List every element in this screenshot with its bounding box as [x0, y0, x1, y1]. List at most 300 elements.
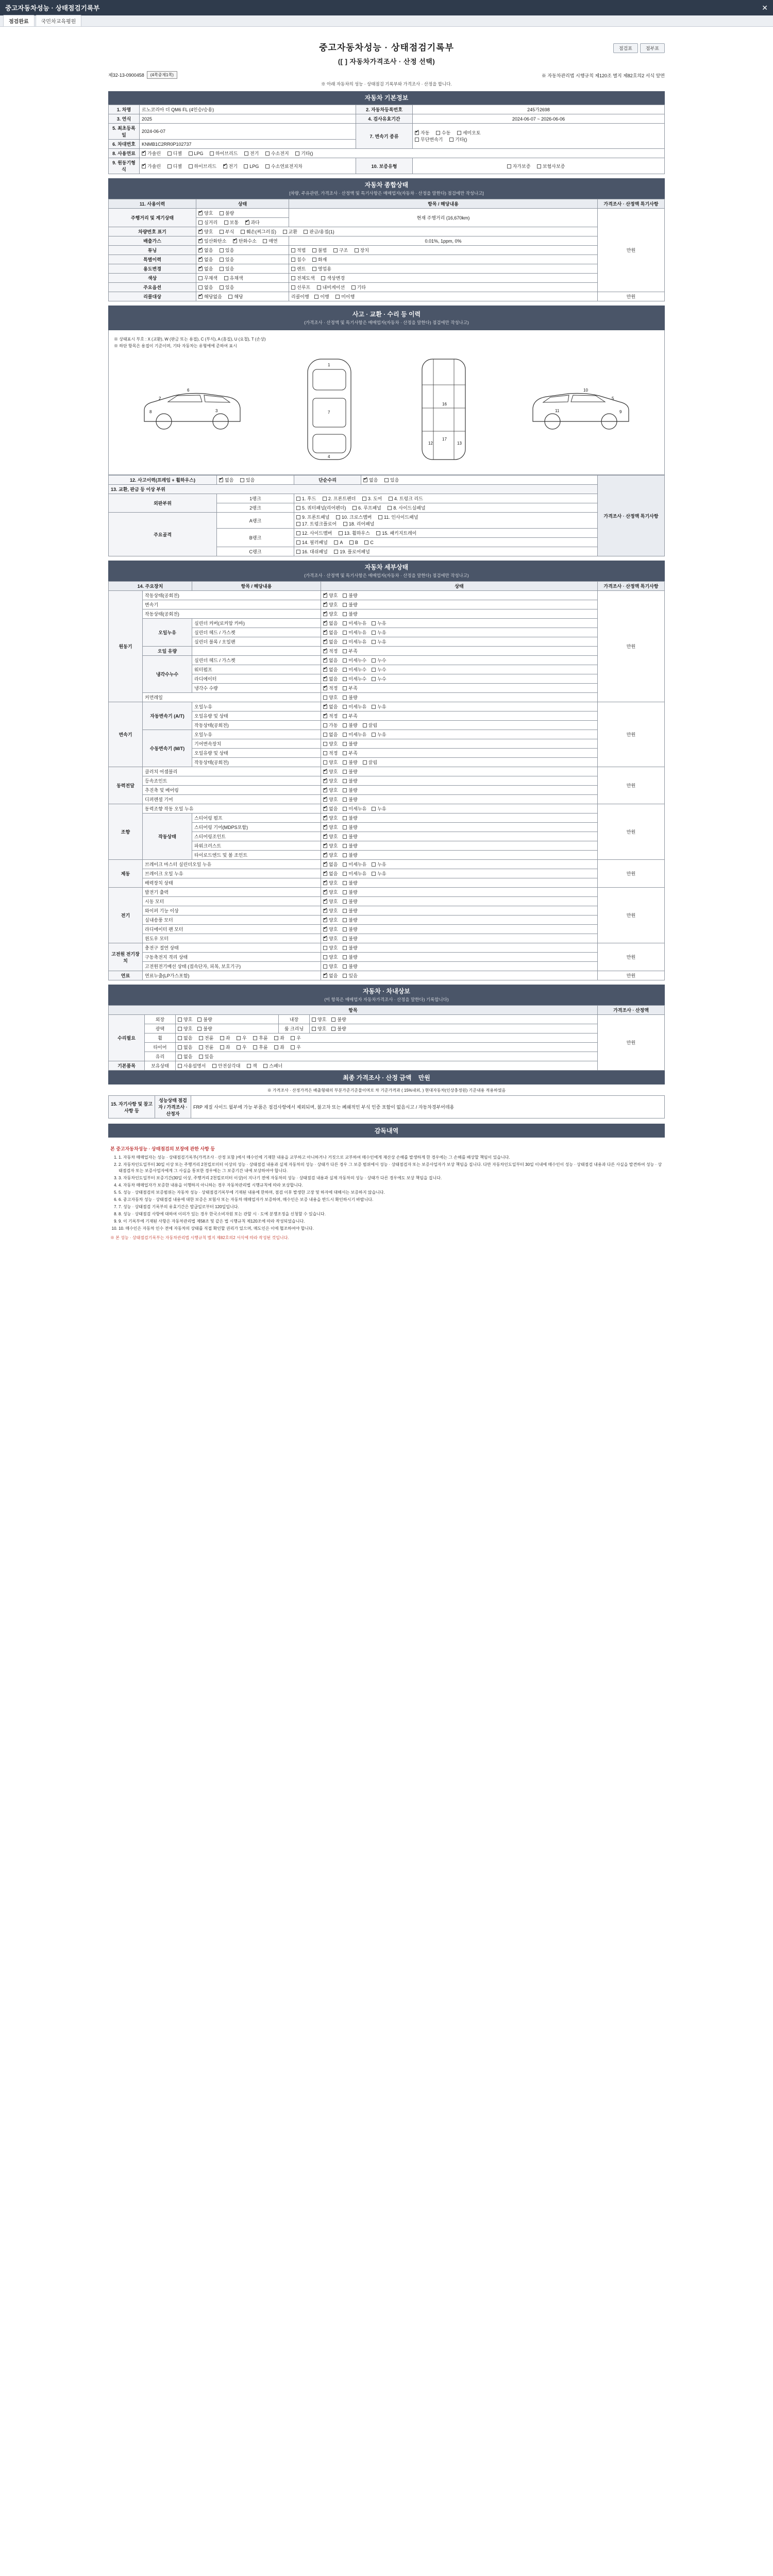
opt-part-front-fender[interactable]: 2. 프론트펜더	[323, 495, 356, 502]
opt-recall-done[interactable]: 이행	[314, 293, 329, 300]
opt-good[interactable]: ✔ 양호	[323, 842, 338, 849]
state-booster-state	[321, 878, 598, 888]
opt-wheel-rear[interactable]: 후륜	[253, 1035, 267, 1041]
opt-odo-bad[interactable]: 불량	[220, 210, 234, 216]
opt-trans-cvt[interactable]: 무단변속기	[415, 136, 443, 143]
opt-insufficient[interactable]: 부족	[343, 685, 357, 691]
opt-use-rent[interactable]: 렌트	[291, 265, 306, 272]
opt-special-flood[interactable]: 침수	[291, 256, 306, 263]
section-basic-info-band: 자동차 기본정보	[108, 91, 665, 105]
cell-label-transmission: 7. 변속기 종류	[356, 124, 413, 149]
table-row	[109, 476, 665, 485]
opt-bad[interactable]: 불량	[343, 740, 357, 747]
table-row	[109, 962, 665, 971]
opt-warranty-ins[interactable]: 보험사보증	[537, 163, 565, 170]
opt-bad[interactable]: 불량	[343, 759, 357, 766]
opt-tuning-structure[interactable]: 구조	[333, 247, 348, 253]
opt-vin-damage[interactable]: 훼손(찌그러짐)	[241, 228, 276, 235]
opt-leak[interactable]: 누유	[372, 703, 386, 710]
opt-emis-hc[interactable]: ✔ 탄화수소	[233, 238, 257, 244]
opt-bad[interactable]: 불량	[343, 768, 357, 775]
opt-tire-rear-right[interactable]: 우	[291, 1044, 301, 1050]
table-row	[109, 971, 665, 980]
opt-part-cross-member[interactable]: 10. 크로스멤버	[336, 514, 372, 520]
opt-bad[interactable]: 불량	[343, 954, 357, 960]
opt-bad[interactable]: 불량	[343, 611, 357, 617]
state-window-motor	[321, 934, 598, 943]
opt-use-yes[interactable]: 있음	[220, 265, 234, 272]
opt-bad[interactable]: 불량	[343, 926, 357, 933]
opt-good[interactable]: 양호	[323, 740, 338, 747]
state-master-cylinder-leak	[321, 860, 598, 869]
opt-options-sunroof[interactable]: 선루프	[291, 284, 310, 291]
opt-wheel-none[interactable]: 없음	[178, 1035, 192, 1041]
cell-frame-rank-c	[294, 547, 598, 556]
price-note-high-voltage: 만원	[598, 943, 665, 971]
opt-tuning-yes[interactable]: 있음	[220, 247, 234, 253]
opt-bad[interactable]: 불량	[343, 907, 357, 914]
table-row	[109, 888, 665, 897]
opt-part-pillar-panel[interactable]: 14. 필러패널	[296, 539, 328, 546]
opt-color-full-paint[interactable]: 전체도색	[291, 275, 315, 281]
opt-good[interactable]: ✔ 양호	[323, 907, 338, 914]
subgroup-coolant-leak: 냉각수누수	[143, 656, 192, 693]
cell-frame-rank-b1	[294, 529, 598, 538]
opt-good[interactable]: 양호	[178, 1025, 192, 1032]
opt-adequate[interactable]: 적정	[323, 750, 338, 756]
opt-wheel-rear-left[interactable]: 좌	[274, 1035, 284, 1041]
opt-part-side-member[interactable]: 12. 사이드멤버	[296, 530, 332, 536]
row-label-remarks: 15. 자기사항 및 참고사항 등	[109, 1096, 155, 1118]
cell-label-regno: 2. 자동차등록번호	[356, 105, 413, 114]
tier-label-c: C랭크	[217, 547, 294, 556]
opt-bad[interactable]: 불량	[343, 935, 357, 942]
doc-note: ※ 아래 자동차의 성능 · 상태점검 기록부와 가격조사 · 산정을 합니다.	[321, 81, 452, 87]
table-row	[109, 749, 665, 758]
state-wheel	[176, 1033, 598, 1043]
table-row	[109, 721, 665, 730]
tier-label-1: 1랭크	[217, 494, 294, 503]
opt-micro-leak[interactable]: 미세누수	[343, 657, 366, 664]
opt-micro-leak[interactable]: 미세누유	[343, 861, 366, 868]
opt-vin-weld[interactable]: 판금/용접(1)	[304, 228, 334, 235]
opt-leak[interactable]: 누유	[372, 620, 386, 626]
opt-accident-yes[interactable]: 있음	[240, 477, 255, 483]
opt-special-yes[interactable]: 있음	[220, 256, 234, 263]
opt-wheel-front-right[interactable]: 우	[237, 1035, 247, 1041]
opt-none[interactable]: ✔ 없음	[323, 972, 338, 979]
form-law: ※ 자동차관리법 시행규칙 제120조 별지 제82호의2 서식 앞면	[541, 73, 665, 78]
tab-education[interactable]: 국민차교육평원	[36, 15, 82, 26]
opt-yes[interactable]: 있음	[343, 972, 357, 979]
opt-wheel-front[interactable]: 전륜	[199, 1035, 213, 1041]
opt-good[interactable]: ✔ 양호	[323, 889, 338, 895]
subgroup-manual-trans: 수동변속기 (M/T)	[143, 730, 192, 767]
group-electric: 전기	[109, 888, 143, 943]
opt-use-biz[interactable]: 영업용	[312, 265, 331, 272]
opt-bad[interactable]: 불량	[197, 1025, 212, 1032]
opt-fuel-etc[interactable]: 기타()	[295, 150, 313, 157]
opt-tire-rear[interactable]: 후륜	[253, 1044, 267, 1050]
opt-part-pillar-b[interactable]: B	[349, 540, 358, 545]
item-mt-gear-shift: 기어변속장치	[192, 739, 321, 749]
opt-leak[interactable]: 누유	[372, 731, 386, 738]
opt-drag[interactable]: 끌림	[363, 722, 377, 728]
opt-odo-actual[interactable]: 실거리	[198, 219, 217, 226]
opt-part-trunk-floor[interactable]: 17. 트렁크플로어	[296, 520, 337, 527]
opt-bad[interactable]: 불량	[331, 1016, 346, 1023]
opt-part-door[interactable]: 3. 도어	[362, 495, 382, 502]
opt-good[interactable]: ✔ 양호	[323, 796, 338, 803]
opt-tuning-legal[interactable]: 적법	[291, 247, 306, 253]
opt-good[interactable]: ✔ 양호	[323, 601, 338, 608]
tab-inspection-complete[interactable]: 점검완료	[3, 15, 35, 26]
opt-good[interactable]: ✔ 양호	[323, 926, 338, 933]
opt-trans-auto[interactable]: ✔자동	[415, 129, 429, 136]
table-accident-history	[108, 475, 665, 556]
opt-bad[interactable]: 불량	[197, 1016, 212, 1023]
section-detail-title: 자동차 세부상태	[364, 564, 409, 571]
table-row	[109, 832, 665, 841]
state-exterior	[176, 1015, 279, 1024]
attach-button[interactable]: 점부표	[640, 43, 665, 53]
opt-bad[interactable]: 불량	[343, 601, 357, 608]
opt-bad[interactable]: 불량	[343, 833, 357, 840]
opt-tire-none[interactable]: 없음	[178, 1044, 192, 1050]
opt-none[interactable]: ✔ 없음	[323, 666, 338, 673]
opt-options-etc[interactable]: 기타	[351, 284, 366, 291]
opt-good[interactable]: ✔ 양호	[323, 917, 338, 923]
opt-none[interactable]: ✔ 없음	[323, 638, 338, 645]
opt-micro-leak[interactable]: 미세누수	[343, 675, 366, 682]
opt-fuel-diesel[interactable]: 디젤	[167, 150, 182, 157]
sub-label-exterior: 외장	[145, 1015, 176, 1024]
opt-leak[interactable]: 누유	[372, 638, 386, 645]
car-view-top-structure	[413, 354, 475, 466]
opt-spanner[interactable]: 스패너	[263, 1062, 282, 1069]
opt-bad[interactable]: 불량	[343, 722, 357, 728]
opt-wheel-front-left[interactable]: 좌	[220, 1035, 230, 1041]
opt-good[interactable]: ✔ 양호	[323, 935, 338, 942]
opt-leak[interactable]: 누유	[372, 629, 386, 636]
group-fuel: 연료	[109, 971, 143, 980]
price-note-electric: 만원	[598, 888, 665, 943]
opt-vin-rust[interactable]: 부식	[220, 228, 234, 235]
cell-tuning-state	[196, 246, 289, 255]
opt-none[interactable]: ✔ 없음	[323, 703, 338, 710]
opt-none[interactable]: ✔ 없음	[323, 620, 338, 626]
page-title: 중고자동차성능 · 상태점검기록부	[318, 43, 454, 53]
opt-micro-leak[interactable]: 미세누유	[343, 731, 366, 738]
opt-odo-good[interactable]: ✔양호	[198, 210, 213, 216]
opt-bad[interactable]: 불량	[343, 796, 357, 803]
opt-odo-excess[interactable]: ✔ 과다	[245, 219, 260, 226]
svg-text:7: 7	[328, 410, 330, 415]
opt-part-rear-panel[interactable]: 18. 리어패널	[343, 520, 375, 527]
opt-insufficient[interactable]: 부족	[343, 713, 357, 719]
opt-use-none[interactable]: ✔ 없음	[198, 265, 213, 272]
document-body	[108, 27, 665, 1257]
opt-part-floor-panel[interactable]: 19. 플로어패널	[334, 548, 369, 555]
opt-good[interactable]: ✔ 양호	[323, 611, 338, 617]
opt-bad[interactable]: 불량	[343, 842, 357, 849]
opt-adequate[interactable]: ✔ 적정	[323, 713, 338, 719]
close-icon[interactable]: ✕	[762, 3, 768, 12]
opt-good[interactable]: ✔ 양호	[323, 815, 338, 821]
opt-tuning-illegal[interactable]: 불법	[312, 247, 327, 253]
state-radiator-fan-motor	[321, 925, 598, 934]
state-coolant-amount	[321, 684, 598, 693]
opt-none[interactable]: ✔ 없음	[323, 657, 338, 664]
opt-none[interactable]: ✔ 없음	[323, 675, 338, 682]
table-row	[109, 943, 665, 953]
opt-micro-leak[interactable]: 미세누유	[343, 638, 366, 645]
state-blower-motor	[321, 916, 598, 925]
opt-none[interactable]: ✔ 없음	[323, 805, 338, 812]
opt-trans-etc[interactable]: 기타()	[449, 136, 467, 143]
opt-none[interactable]: 없음	[323, 731, 338, 738]
opt-tire-front-right[interactable]: 우	[237, 1044, 247, 1050]
opt-none[interactable]: ✔ 없음	[323, 870, 338, 877]
opt-good[interactable]: ✔ 양호	[323, 852, 338, 858]
cell-color-state	[196, 274, 289, 283]
opt-bad[interactable]: 불량	[343, 787, 357, 793]
opt-bad[interactable]: 불량	[343, 879, 357, 886]
cell-frame-rank-b2	[294, 538, 598, 547]
opt-good[interactable]: ✔ 양호	[323, 898, 338, 905]
opt-bad[interactable]: 불량	[343, 852, 357, 858]
opt-odo-normal[interactable]: 보통	[224, 219, 239, 226]
opt-good[interactable]: 양호	[323, 944, 338, 951]
opt-glass-yes[interactable]: 있음	[199, 1053, 213, 1060]
opt-tire-rear-left[interactable]: 좌	[274, 1044, 284, 1050]
opt-engine-lpg[interactable]: LPG	[244, 164, 259, 169]
opt-engine-hybrid[interactable]: 하이브리드	[189, 163, 216, 170]
opt-good[interactable]: 양호	[178, 1016, 192, 1023]
table-row	[109, 758, 665, 767]
opt-drag[interactable]: 끌림	[363, 759, 377, 766]
section-accident-sub: (가격조사 · 산정액 및 특기사항은 매매업자(자동차 · 산정을 말한다) 점검에만 작성나고)	[304, 320, 469, 325]
opt-micro-leak[interactable]: 미세누유	[343, 620, 366, 626]
diagram-note-2: ※ 하단 항목은 용접이 기준이며, 기타 자동차는 유형에에 준하여 표시	[114, 344, 237, 348]
opt-bad[interactable]: 불량	[343, 889, 357, 895]
table-row	[109, 494, 665, 503]
sub-label-polish: 광택	[145, 1024, 176, 1033]
opt-engine-diesel[interactable]: 디젤	[167, 163, 182, 170]
opt-adequate[interactable]: ✔ 적정	[323, 685, 338, 691]
opt-good[interactable]: 양호	[323, 963, 338, 970]
opt-leak[interactable]: 누유	[372, 870, 386, 877]
opt-part-quarter-panel[interactable]: 5. 쿼터패널(리어펜더)	[296, 504, 346, 511]
cell-label-first-reg: 5. 최초등록일	[109, 124, 140, 140]
opt-repair-none[interactable]: ✔ 없음	[363, 477, 378, 483]
opt-micro-leak[interactable]: 미세누유	[343, 870, 366, 877]
opt-bad[interactable]: 불량	[343, 917, 357, 923]
opt-part-front-panel[interactable]: 9. 프론트패널	[296, 514, 329, 520]
opt-special-none[interactable]: ✔ 없음	[198, 256, 213, 263]
table-row	[109, 619, 665, 628]
opt-bad[interactable]: 불량	[343, 592, 357, 599]
opt-recall-yes[interactable]: 해당	[228, 293, 243, 300]
cell-simple-repair-state	[361, 476, 598, 485]
opt-bad[interactable]: 불량	[343, 824, 357, 831]
opt-leak[interactable]: 누유	[372, 861, 386, 868]
opt-part-package-tray[interactable]: 15. 패키지트레이	[376, 530, 416, 536]
opt-warranty-self[interactable]: 자가보증	[507, 163, 531, 170]
opt-bad[interactable]: 불량	[343, 815, 357, 821]
opt-good[interactable]: ✔ 양호	[323, 833, 338, 840]
subgroup-oil-leak: 오일누유	[143, 619, 192, 647]
opt-micro-leak[interactable]: 미세누유	[343, 805, 366, 812]
state-differential-gear	[321, 795, 598, 804]
opt-none[interactable]: ✔ 없음	[323, 861, 338, 868]
opt-insufficient[interactable]: 부족	[343, 648, 357, 654]
opt-leak[interactable]: 누수	[372, 657, 386, 664]
opt-none[interactable]: ✔ 없음	[323, 629, 338, 636]
table-row	[109, 739, 665, 749]
opt-leak[interactable]: 누수	[372, 666, 386, 673]
head-interior-price: 가격조사 · 산정액	[598, 1006, 665, 1015]
opt-bad[interactable]: 불량	[343, 898, 357, 905]
group-powertrain: 동력전달	[109, 767, 143, 804]
opt-leak[interactable]: 누수	[372, 675, 386, 682]
opt-options-nav[interactable]: 내비게이션	[317, 284, 345, 291]
opt-recall-na[interactable]: ✔ 해당없음	[198, 293, 222, 300]
table-row	[109, 274, 665, 283]
opt-bad[interactable]: 불량	[343, 944, 357, 951]
opt-part-dash-panel[interactable]: 16. 대쉬패널	[296, 548, 328, 555]
opt-part-pillar-c[interactable]: C	[364, 540, 374, 545]
opt-leak[interactable]: 누유	[372, 805, 386, 812]
opt-part-side-sill[interactable]: 8. 사이드실패널	[388, 504, 425, 511]
opt-good[interactable]: 양호	[312, 1016, 326, 1023]
opt-color-achromatic[interactable]: 무채색	[198, 275, 217, 281]
opt-adequate[interactable]: ✔ 적정	[323, 648, 338, 654]
table-row	[109, 934, 665, 943]
opt-glass-none[interactable]: 없음	[178, 1053, 192, 1060]
opt-micro-leak[interactable]: 미세누유	[343, 703, 366, 710]
opt-good[interactable]: 양호	[323, 954, 338, 960]
group-engine: 원동기	[109, 591, 143, 702]
opt-good[interactable]: 양호	[323, 759, 338, 766]
opt-options-none[interactable]: 없음	[198, 284, 213, 291]
head-detail-price: 가격조사 · 산정액 특기사항	[598, 582, 665, 591]
table-row	[109, 851, 665, 860]
opt-options-yes[interactable]: 있음	[220, 284, 234, 291]
table-row	[109, 906, 665, 916]
opt-operate[interactable]: 가동	[323, 722, 338, 728]
opt-triangle[interactable]: 안전삼각대	[212, 1062, 240, 1069]
opt-fuel-hydrogen[interactable]: 수소전지	[265, 150, 289, 157]
opt-vin-good[interactable]: ✔ 양호	[198, 228, 213, 235]
opt-recall-notdone[interactable]: 미이행	[335, 293, 355, 300]
opt-good[interactable]: 양호	[323, 694, 338, 701]
head-main-device: 14. 주요장치	[109, 582, 192, 591]
opt-part-roof-panel[interactable]: 6. 루프패널	[352, 504, 381, 511]
state-rocker-cover	[321, 619, 598, 628]
table-head-row	[109, 1006, 665, 1015]
opt-bad[interactable]: 불량	[343, 694, 357, 701]
opt-part-inside-panel[interactable]: 11. 인사이드패널	[378, 514, 418, 520]
opt-good[interactable]: 양호	[312, 1025, 326, 1032]
cell-special-detail	[289, 255, 598, 264]
opt-micro-leak[interactable]: 미세누유	[343, 629, 366, 636]
opt-bad[interactable]: 불량	[343, 777, 357, 784]
opt-vin-exchange[interactable]: 교환	[283, 228, 297, 235]
opt-fuel-lpg[interactable]: LPG	[189, 151, 204, 156]
opt-good[interactable]: ✔ 양호	[323, 768, 338, 775]
table-remarks	[108, 1095, 665, 1118]
item-differential-gear: 디퍼렌셜 기어	[143, 795, 321, 804]
opt-fuel-gasoline[interactable]: ✔ 가솔린	[142, 150, 161, 157]
item-power-crust: 파워크러스트	[192, 841, 321, 851]
print-button[interactable]: 점검표	[613, 43, 638, 53]
cell-value-vin: KNMB1C2RR0P102737	[140, 140, 356, 149]
opt-engine-gasoline[interactable]: ✔가솔린	[142, 163, 161, 170]
svg-text:16: 16	[442, 402, 447, 406]
opt-repair-yes[interactable]: 있음	[384, 477, 399, 483]
opt-tuning-none[interactable]: ✔ 없음	[198, 247, 213, 253]
opt-good[interactable]: ✔ 양호	[323, 787, 338, 793]
svg-text:11: 11	[555, 408, 560, 413]
table-row	[109, 1024, 665, 1033]
opt-good[interactable]: ✔ 양호	[323, 777, 338, 784]
opt-part-trunk-lid[interactable]: 4. 트렁크 리드	[389, 495, 423, 502]
opt-trans-manual[interactable]: 수동	[436, 129, 450, 136]
opt-good[interactable]: ✔ 양호	[323, 592, 338, 599]
opt-jack[interactable]: 잭	[247, 1062, 257, 1069]
row-label-color: 색상	[109, 274, 196, 283]
opt-part-pillar-a[interactable]: A	[334, 540, 343, 545]
opt-trans-semi[interactable]: 세미오토	[457, 129, 481, 136]
state-wiper-function	[321, 906, 598, 916]
opt-micro-leak[interactable]: 미세누수	[343, 666, 366, 673]
opt-tuning-device[interactable]: 장치	[355, 247, 369, 253]
opt-manual[interactable]: 사용설명서	[178, 1062, 206, 1069]
opt-special-fire[interactable]: 화재	[312, 256, 327, 263]
opt-emis-smoke[interactable]: 매연	[263, 238, 277, 244]
table-row	[109, 1033, 665, 1043]
opt-tire-front[interactable]: 전륜	[199, 1044, 213, 1050]
item-steering-gear: 스티어링 기어(MDPS포함)	[192, 823, 321, 832]
opt-color-chromatic[interactable]: 유채색	[224, 275, 243, 281]
opt-fuel-ev[interactable]: 전기	[244, 150, 259, 157]
opt-bad[interactable]: 불량	[331, 1025, 346, 1032]
state-cyl-head-gasket	[321, 628, 598, 637]
opt-wheel-rear-right[interactable]: 우	[291, 1035, 301, 1041]
opt-engine-ev[interactable]: ✔ 전기	[223, 163, 238, 170]
state-power-crust	[321, 841, 598, 851]
opt-bad[interactable]: 불량	[343, 963, 357, 970]
opt-insufficient[interactable]: 부족	[343, 750, 357, 756]
opt-emis-co[interactable]: ✔ 일산화탄소	[198, 238, 226, 244]
opt-part-hood[interactable]: 1. 후드	[296, 495, 316, 502]
opt-part-wheel-house[interactable]: 13. 휠하우스	[339, 530, 370, 536]
final-price-band	[108, 1071, 665, 1084]
opt-good[interactable]: ✔ 양호	[323, 879, 338, 886]
opt-good[interactable]: ✔ 양호	[323, 824, 338, 831]
opt-color-change[interactable]: 색상변경	[321, 275, 345, 281]
section-overall-title: 자동차 종합상태	[364, 181, 409, 189]
head-usage-history: 11. 사용이력	[109, 199, 196, 209]
opt-engine-fcev[interactable]: 수소연료전지차	[265, 163, 303, 170]
opt-tire-front-left[interactable]: 좌	[220, 1044, 230, 1050]
form-number: 제32-13-0900458	[108, 73, 144, 78]
row-value-remarks: FRP 재질 사이드 월부에 가능 부품은 점검사항에서 제외되며, 불고차 또는 폐쇄적인 부식 인증 포함이 없음시고 / 자동차경부어데용	[191, 1096, 665, 1118]
opt-fuel-hybrid[interactable]: 하이브리드	[210, 150, 238, 157]
opt-accident-none[interactable]: ✔ 없음	[219, 477, 233, 483]
item-tie-rod-ball-joint: 타이로드엔드 및 볼 조인트	[192, 851, 321, 860]
